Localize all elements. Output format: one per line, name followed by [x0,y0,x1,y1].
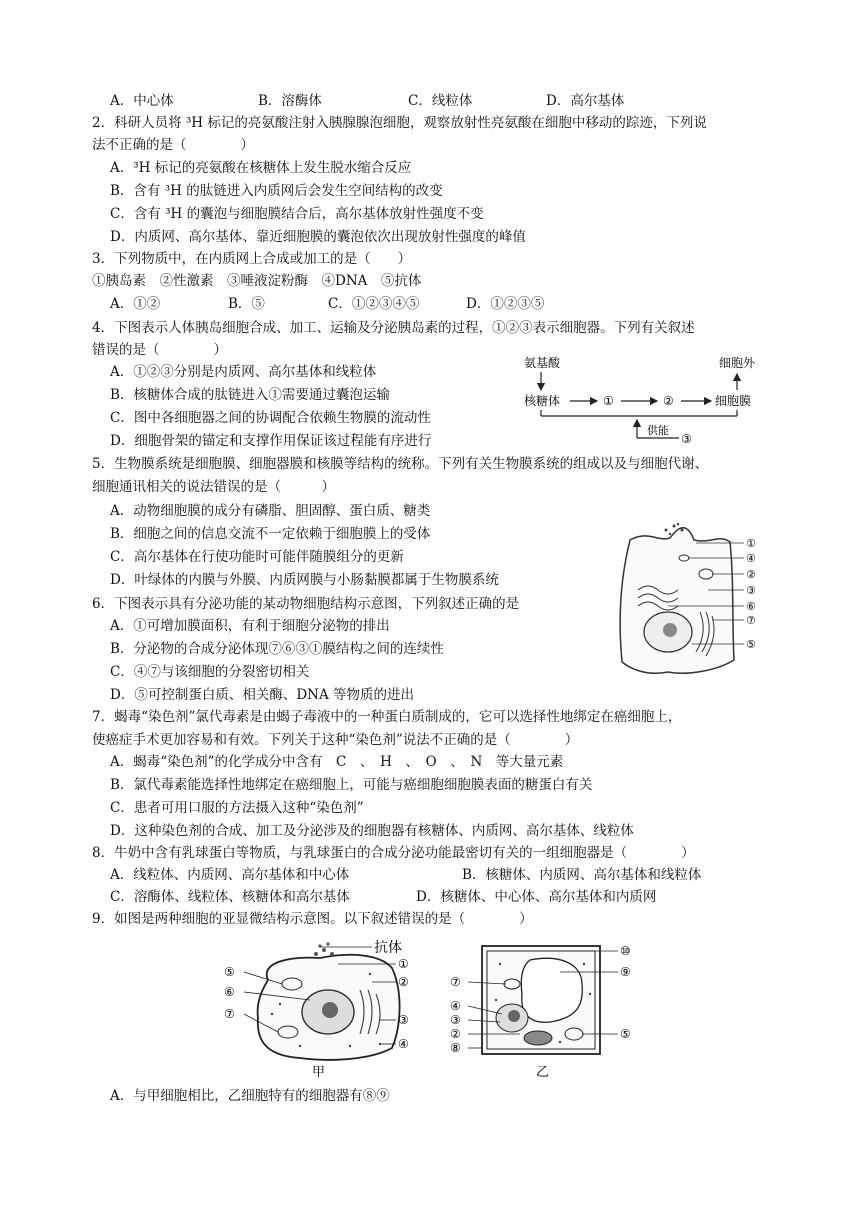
antibody-label: 抗体 [374,940,402,956]
left-left-label-7: ⑦ [224,1007,235,1021]
q4-flow-diagram [515,350,765,448]
q5-stem-line1: 5．生物膜系统是细胞膜、细胞器膜和核膜等结构的统称。下列有关生物膜系统的组成以及与细胞代谢、 [92,456,709,472]
q6-option-b: B．分泌物的合成分泌体现⑦⑥③①膜结构之间的连续性 [110,641,444,657]
q8-stem: 8．牛奶中含有乳球蛋白等物质，与乳球蛋白的合成分泌功能最密切有关的一组细胞器是（ ） [92,845,695,861]
q2-stem-line2: 法不正确的是（ ） [92,137,254,153]
cell6-label-6: ⑥ [746,600,756,613]
q4-option-d: D．细胞骨架的锚定和支撑作用保证该过程能有序进行 [110,433,432,449]
organelle-3-label: ③ [681,432,692,446]
membrane-label: 细胞膜 [715,394,752,408]
q4-option-a: A．①②③分别是内质网、高尔基体和线粒体 [110,364,377,380]
right-left-label-8: ⑧ [450,1041,461,1055]
q6-stem: 6．下图表示具有分泌功能的某动物细胞结构示意图，下列叙述正确的是 [92,596,520,612]
organelle-2-label: ② [663,394,674,408]
q1-option-a: A．中心体 [110,93,174,109]
q3-option-d: D．①②③⑤ [466,296,545,312]
q7-option-d: D．这种染色剂的合成、加工及分泌涉及的细胞器有核糖体、内质网、高尔基体、线粒体 [110,823,634,839]
q8-options-row1 [110,865,701,885]
q2-option-d: D．内质网、高尔基体、靠近细胞膜的囊泡依次出现放射性强度的峰值 [110,229,526,245]
q3-option-c: C．①②③④⑤ [328,296,420,312]
cell-jia-caption: 甲 [312,1065,326,1080]
q9-option-a: A．与甲细胞相比，乙细胞特有的细胞器有⑧⑨ [110,1088,390,1104]
right-right-label-5: ⑤ [620,1027,631,1041]
q2-option-c: C．含有 ³H 的囊泡与细胞膜结合后，高尔基体放射性强度不变 [110,206,484,222]
cell6-label-2: ② [746,568,756,581]
q6-cell-diagram [608,520,770,688]
left-left-label-5: ⑤ [224,965,235,979]
left-right-label-1: ① [398,957,409,971]
q5-option-d: D．叶绿体的内膜与外膜、内质网膜与小肠黏膜都属于生物膜系统 [110,572,499,588]
q7-stem-line2: 使癌症手术更加容易和有效。下列关于这种“染色剂”说法不正确的是（ ） [92,732,579,748]
q4-stem-line2: 错误的是（ ） [92,342,227,358]
q7-option-a: A．蝎毒“染色剂”的化学成分中含有 C 、 H 、 O 、 N 等大量元素 [110,754,564,770]
energy-label: 供能 [647,424,669,437]
left-right-label-2: ② [398,975,409,989]
q6-option-d: D．⑤可控制蛋白质、相关酶、DNA 等物质的进出 [110,687,414,703]
q4-option-c: C．图中各细胞器之间的协调配合依赖生物膜的流动性 [110,410,431,426]
q7-option-c: C．患者可用口服的方法摄入这种“染色剂” [110,800,364,816]
left-right-label-4: ④ [398,1037,409,1051]
q5-stem-line2: 细胞通讯相关的说法错误的是（ ） [92,479,335,495]
q3-stem: 3．下列物质中，在内质网上合成或加工的是（ ） [92,251,412,267]
cell6-label-1: ① [746,537,756,550]
outside-label: 细胞外 [719,356,756,370]
q7-stem-line1: 7．蝎毒“染色剂”氯代毒素是由蝎子毒液中的一种蛋白质制成的，它可以选择性地绑定在癌细胞上， [92,709,682,725]
q5-option-c: C．高尔基体在行使功能时可能伴随膜组分的更新 [110,549,404,565]
right-left-label-3: ③ [450,1013,461,1027]
q6-option-a: A．①可增加膜面积，有利于细胞分泌物的排出 [110,618,390,634]
q3-option-b: B．⑤ [228,296,265,312]
left-left-label-6: ⑥ [224,985,235,999]
q1-option-d: D．高尔基体 [546,93,625,109]
q3-option-a: A．①② [110,296,161,312]
cell-yi-caption: 乙 [536,1065,550,1080]
right-right-label-10: ⑩ [620,944,631,958]
q8-option-b: B．核糖体、内质网、高尔基体和线粒体 [462,867,702,883]
q3-options [110,294,544,314]
q1-option-b: B．溶酶体 [258,93,322,109]
q1-option-c: C．线粒体 [408,93,473,109]
q3-items: ①胰岛素 ②性激素 ③唾液淀粉酶 ④DNA ⑤抗体 [92,273,422,289]
q6-option-c: C．④⑦与该细胞的分裂密切相关 [110,664,310,680]
cell6-label-7: ⑦ [746,614,756,627]
q2-stem-line1: 2．科研人员将 ³H 标记的亮氨酸注射入胰腺腺泡细胞，观察放射性亮氨酸在细胞中移动的踪迹，下列说 [92,115,707,131]
q5-option-a: A．动物细胞膜的成分有磷脂、胆固醇、蛋白质、糖类 [110,503,431,519]
q1-options [110,91,624,111]
q4-stem-line1: 4．下图表示人体胰岛细胞合成、加工、运输及分泌胰岛素的过程，①②③表示细胞器。下列有关叙述 [92,320,695,336]
cell6-label-5: ⑤ [746,638,756,651]
right-left-label-4: ④ [450,999,461,1013]
left-right-label-3: ③ [398,1013,409,1027]
amino-acid-label: 氨基酸 [524,356,561,370]
cell6-label-3: ③ [746,584,756,597]
ribosome-label: 核糖体 [524,394,561,408]
q4-option-b: B．核糖体合成的肽链进入①需要通过囊泡运输 [110,387,390,403]
q7-option-b: B．氯代毒素能选择性地绑定在癌细胞上，可能与癌细胞细胞膜表面的糖蛋白有关 [110,777,593,793]
q8-option-c: C．溶酶体、线粒体、核糖体和高尔基体 [110,889,350,905]
right-left-label-2: ② [450,1027,461,1041]
q2-option-b: B．含有 ³H 的肽链进入内质网后会发生空间结构的改变 [110,183,443,199]
right-right-label-9: ⑨ [620,965,631,979]
right-left-label-7: ⑦ [450,975,461,989]
q8-option-a: A．线粒体、内质网、高尔基体和中心体 [110,867,350,883]
q8-options-row2 [110,887,656,907]
organelle-1-label: ① [603,394,614,408]
q8-option-d: D．核糖体、中心体、高尔基体和内质网 [416,889,657,905]
q9-two-cells-diagram [220,934,660,1082]
cell6-label-4: ④ [746,552,756,565]
q2-option-a: A．³H 标记的亮氨酸在核糖体上发生脱水缩合反应 [110,160,412,176]
q9-stem: 9．如图是两种细胞的亚显微结构示意图。以下叙述错误的是（ ） [92,911,533,927]
q5-option-b: B．细胞之间的信息交流不一定依赖于细胞膜上的受体 [110,526,431,542]
